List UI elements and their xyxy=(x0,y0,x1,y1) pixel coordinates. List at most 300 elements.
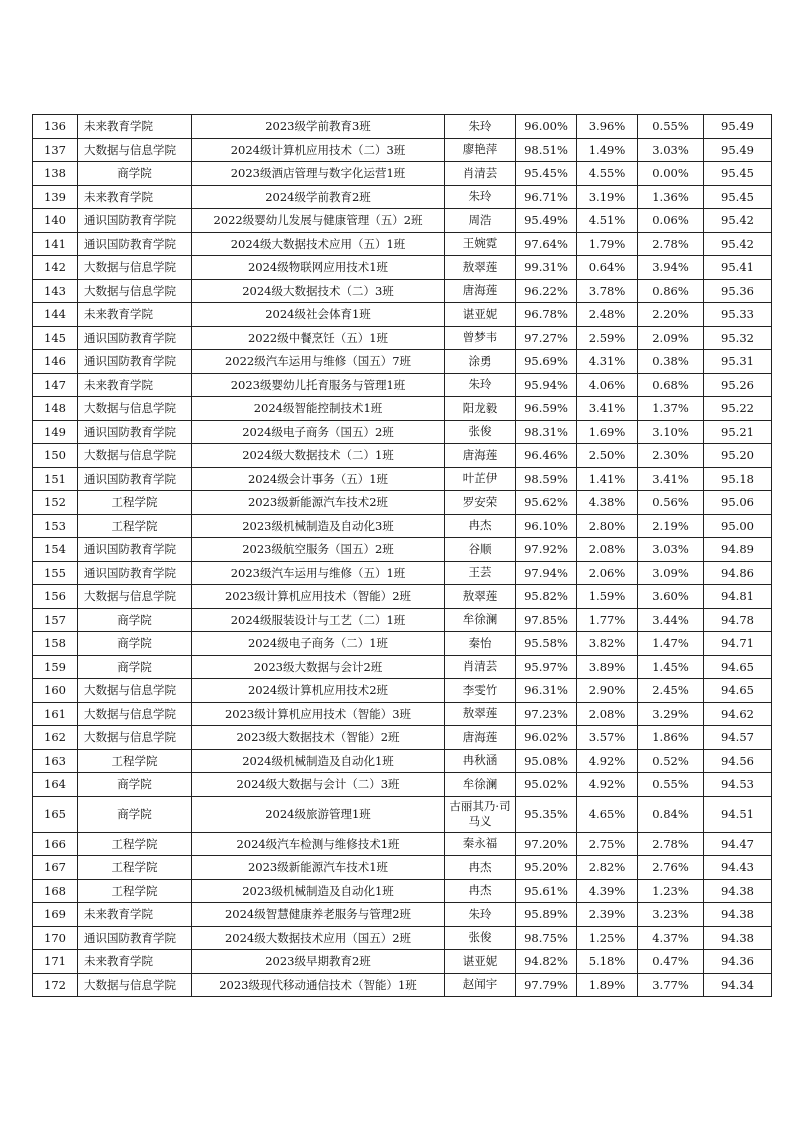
score-cell: 95.41 xyxy=(704,256,772,280)
rate-c-cell: 3.29% xyxy=(638,702,704,726)
rate-a-cell: 96.78% xyxy=(516,303,577,327)
score-cell: 94.53 xyxy=(704,773,772,797)
score-cell: 94.38 xyxy=(704,879,772,903)
rate-b-cell: 3.89% xyxy=(577,655,638,679)
rate-c-cell: 0.47% xyxy=(638,950,704,974)
table-row xyxy=(33,903,772,927)
college-cell: 通识国防教育学院 xyxy=(78,561,192,585)
class-name-cell: 2023级新能源汽车技术2班 xyxy=(192,491,445,515)
college-cell: 大数据与信息学院 xyxy=(78,702,192,726)
rank-cell: 140 xyxy=(33,209,78,233)
table-row xyxy=(33,326,772,350)
class-name-cell: 2024级社会体育1班 xyxy=(192,303,445,327)
class-name-cell: 2023级大数据技术（智能）2班 xyxy=(192,726,445,750)
teacher-cell: 叶芷伊 xyxy=(445,467,516,491)
rate-a-cell: 95.62% xyxy=(516,491,577,515)
rank-cell: 160 xyxy=(33,679,78,703)
rate-a-cell: 96.31% xyxy=(516,679,577,703)
rate-c-cell: 3.77% xyxy=(638,973,704,997)
rate-a-cell: 95.97% xyxy=(516,655,577,679)
class-name-cell: 2024级计算机应用技术（二）3班 xyxy=(192,138,445,162)
rank-cell: 144 xyxy=(33,303,78,327)
table-row xyxy=(33,679,772,703)
table-row xyxy=(33,926,772,950)
rank-cell: 158 xyxy=(33,632,78,656)
teacher-cell: 周浩 xyxy=(445,209,516,233)
rate-c-cell: 0.06% xyxy=(638,209,704,233)
rate-b-cell: 3.78% xyxy=(577,279,638,303)
rate-a-cell: 97.23% xyxy=(516,702,577,726)
rate-c-cell: 4.37% xyxy=(638,926,704,950)
teacher-cell: 曾梦韦 xyxy=(445,326,516,350)
class-name-cell: 2024级大数据与会计（二）3班 xyxy=(192,773,445,797)
rate-b-cell: 4.38% xyxy=(577,491,638,515)
rank-cell: 138 xyxy=(33,162,78,186)
table-row xyxy=(33,491,772,515)
rate-c-cell: 2.30% xyxy=(638,444,704,468)
rate-c-cell: 2.76% xyxy=(638,856,704,880)
rate-a-cell: 95.45% xyxy=(516,162,577,186)
rate-a-cell: 95.69% xyxy=(516,350,577,374)
rate-c-cell: 1.86% xyxy=(638,726,704,750)
rate-a-cell: 96.00% xyxy=(516,115,577,139)
rate-c-cell: 3.41% xyxy=(638,467,704,491)
rate-a-cell: 97.79% xyxy=(516,973,577,997)
rate-a-cell: 95.61% xyxy=(516,879,577,903)
teacher-cell: 廖艳萍 xyxy=(445,138,516,162)
rate-b-cell: 4.65% xyxy=(577,796,638,832)
rank-cell: 148 xyxy=(33,397,78,421)
rate-c-cell: 3.09% xyxy=(638,561,704,585)
teacher-cell: 唐海莲 xyxy=(445,444,516,468)
class-name-cell: 2022级中餐烹饪（五）1班 xyxy=(192,326,445,350)
table-row xyxy=(33,856,772,880)
score-cell: 95.32 xyxy=(704,326,772,350)
rate-c-cell: 0.55% xyxy=(638,115,704,139)
rate-c-cell: 2.45% xyxy=(638,679,704,703)
rate-c-cell: 1.23% xyxy=(638,879,704,903)
rate-b-cell: 0.64% xyxy=(577,256,638,280)
college-cell: 大数据与信息学院 xyxy=(78,256,192,280)
college-cell: 商学院 xyxy=(78,162,192,186)
score-cell: 94.51 xyxy=(704,796,772,832)
college-cell: 未来教育学院 xyxy=(78,373,192,397)
college-cell: 工程学院 xyxy=(78,856,192,880)
college-cell: 大数据与信息学院 xyxy=(78,397,192,421)
table-row xyxy=(33,702,772,726)
college-cell: 商学院 xyxy=(78,796,192,832)
rate-c-cell: 0.86% xyxy=(638,279,704,303)
table-row xyxy=(33,209,772,233)
table-row xyxy=(33,773,772,797)
score-cell: 95.49 xyxy=(704,115,772,139)
rate-c-cell: 0.68% xyxy=(638,373,704,397)
college-cell: 大数据与信息学院 xyxy=(78,444,192,468)
rank-cell: 156 xyxy=(33,585,78,609)
rate-c-cell: 0.84% xyxy=(638,796,704,832)
college-cell: 工程学院 xyxy=(78,491,192,515)
table-row xyxy=(33,538,772,562)
rate-a-cell: 95.58% xyxy=(516,632,577,656)
rate-b-cell: 4.39% xyxy=(577,879,638,903)
class-name-cell: 2024级计算机应用技术2班 xyxy=(192,679,445,703)
rate-a-cell: 97.92% xyxy=(516,538,577,562)
class-name-cell: 2023级酒店管理与数字化运营1班 xyxy=(192,162,445,186)
rate-b-cell: 4.06% xyxy=(577,373,638,397)
teacher-cell: 王芸 xyxy=(445,561,516,585)
class-name-cell: 2023级机械制造及自动化1班 xyxy=(192,879,445,903)
teacher-cell: 敖翠莲 xyxy=(445,256,516,280)
rate-a-cell: 95.89% xyxy=(516,903,577,927)
score-cell: 94.89 xyxy=(704,538,772,562)
rank-cell: 151 xyxy=(33,467,78,491)
rate-c-cell: 2.09% xyxy=(638,326,704,350)
rate-b-cell: 5.18% xyxy=(577,950,638,974)
rate-b-cell: 2.08% xyxy=(577,538,638,562)
rate-b-cell: 2.90% xyxy=(577,679,638,703)
rank-cell: 137 xyxy=(33,138,78,162)
rank-cell: 157 xyxy=(33,608,78,632)
score-cell: 95.33 xyxy=(704,303,772,327)
teacher-cell: 牟徐澜 xyxy=(445,773,516,797)
rate-b-cell: 3.19% xyxy=(577,185,638,209)
class-name-cell: 2024级大数据技术（二）1班 xyxy=(192,444,445,468)
table-row xyxy=(33,514,772,538)
score-cell: 94.47 xyxy=(704,832,772,856)
table-row xyxy=(33,397,772,421)
rate-b-cell: 4.92% xyxy=(577,749,638,773)
rate-a-cell: 97.64% xyxy=(516,232,577,256)
score-cell: 95.06 xyxy=(704,491,772,515)
college-cell: 大数据与信息学院 xyxy=(78,585,192,609)
score-cell: 95.31 xyxy=(704,350,772,374)
ranking-table xyxy=(32,114,772,997)
rate-b-cell: 2.50% xyxy=(577,444,638,468)
table-row xyxy=(33,420,772,444)
rate-b-cell: 2.75% xyxy=(577,832,638,856)
class-name-cell: 2023级新能源汽车技术1班 xyxy=(192,856,445,880)
teacher-cell: 敖翠莲 xyxy=(445,585,516,609)
class-name-cell: 2023级计算机应用技术（智能）2班 xyxy=(192,585,445,609)
rate-c-cell: 2.78% xyxy=(638,232,704,256)
rank-cell: 159 xyxy=(33,655,78,679)
rank-cell: 172 xyxy=(33,973,78,997)
rank-cell: 150 xyxy=(33,444,78,468)
rank-cell: 152 xyxy=(33,491,78,515)
teacher-cell: 肖清芸 xyxy=(445,162,516,186)
table-row xyxy=(33,162,772,186)
score-cell: 95.21 xyxy=(704,420,772,444)
rank-cell: 149 xyxy=(33,420,78,444)
score-cell: 94.34 xyxy=(704,973,772,997)
rate-b-cell: 1.89% xyxy=(577,973,638,997)
rank-cell: 153 xyxy=(33,514,78,538)
rate-b-cell: 1.69% xyxy=(577,420,638,444)
rank-cell: 146 xyxy=(33,350,78,374)
teacher-cell: 朱玲 xyxy=(445,903,516,927)
table-row xyxy=(33,973,772,997)
college-cell: 通识国防教育学院 xyxy=(78,420,192,444)
table-row xyxy=(33,796,772,832)
rank-cell: 139 xyxy=(33,185,78,209)
teacher-cell: 古丽其乃·司马义 xyxy=(445,796,516,832)
rank-cell: 165 xyxy=(33,796,78,832)
rank-cell: 163 xyxy=(33,749,78,773)
college-cell: 大数据与信息学院 xyxy=(78,973,192,997)
score-cell: 95.18 xyxy=(704,467,772,491)
score-cell: 94.78 xyxy=(704,608,772,632)
rate-c-cell: 1.37% xyxy=(638,397,704,421)
rate-c-cell: 3.60% xyxy=(638,585,704,609)
rate-a-cell: 96.10% xyxy=(516,514,577,538)
score-cell: 94.62 xyxy=(704,702,772,726)
rate-a-cell: 96.22% xyxy=(516,279,577,303)
class-name-cell: 2024级机械制造及自动化1班 xyxy=(192,749,445,773)
college-cell: 未来教育学院 xyxy=(78,185,192,209)
class-name-cell: 2024级服装设计与工艺（二）1班 xyxy=(192,608,445,632)
rate-b-cell: 1.49% xyxy=(577,138,638,162)
class-name-cell: 2023级早期教育2班 xyxy=(192,950,445,974)
class-name-cell: 2024级智能控制技术1班 xyxy=(192,397,445,421)
rank-cell: 168 xyxy=(33,879,78,903)
table-row xyxy=(33,950,772,974)
rank-cell: 161 xyxy=(33,702,78,726)
table-row xyxy=(33,279,772,303)
table-row xyxy=(33,256,772,280)
college-cell: 商学院 xyxy=(78,632,192,656)
teacher-cell: 朱玲 xyxy=(445,185,516,209)
score-cell: 94.86 xyxy=(704,561,772,585)
rank-cell: 147 xyxy=(33,373,78,397)
table-row xyxy=(33,185,772,209)
class-name-cell: 2024级智慧健康养老服务与管理2班 xyxy=(192,903,445,927)
table-row xyxy=(33,115,772,139)
teacher-cell: 秦永福 xyxy=(445,832,516,856)
rate-a-cell: 96.02% xyxy=(516,726,577,750)
class-name-cell: 2022级婴幼儿发展与健康管理（五）2班 xyxy=(192,209,445,233)
table-row xyxy=(33,726,772,750)
rate-a-cell: 95.08% xyxy=(516,749,577,773)
score-cell: 94.81 xyxy=(704,585,772,609)
table-row xyxy=(33,655,772,679)
teacher-cell: 牟徐澜 xyxy=(445,608,516,632)
teacher-cell: 冉杰 xyxy=(445,879,516,903)
teacher-cell: 冉杰 xyxy=(445,514,516,538)
score-cell: 95.00 xyxy=(704,514,772,538)
rate-a-cell: 98.31% xyxy=(516,420,577,444)
rate-a-cell: 95.20% xyxy=(516,856,577,880)
college-cell: 未来教育学院 xyxy=(78,950,192,974)
rate-c-cell: 3.23% xyxy=(638,903,704,927)
rate-a-cell: 97.20% xyxy=(516,832,577,856)
college-cell: 商学院 xyxy=(78,608,192,632)
college-cell: 商学院 xyxy=(78,773,192,797)
rate-c-cell: 2.19% xyxy=(638,514,704,538)
college-cell: 大数据与信息学院 xyxy=(78,679,192,703)
rank-cell: 171 xyxy=(33,950,78,974)
teacher-cell: 冉杰 xyxy=(445,856,516,880)
class-name-cell: 2024级物联网应用技术1班 xyxy=(192,256,445,280)
class-name-cell: 2023级机械制造及自动化3班 xyxy=(192,514,445,538)
score-cell: 95.42 xyxy=(704,232,772,256)
rate-b-cell: 4.55% xyxy=(577,162,638,186)
teacher-cell: 张俊 xyxy=(445,420,516,444)
score-cell: 95.45 xyxy=(704,185,772,209)
rate-c-cell: 0.00% xyxy=(638,162,704,186)
teacher-cell: 谷顺 xyxy=(445,538,516,562)
rate-a-cell: 96.59% xyxy=(516,397,577,421)
score-cell: 94.65 xyxy=(704,679,772,703)
teacher-cell: 王婉霓 xyxy=(445,232,516,256)
rate-b-cell: 1.79% xyxy=(577,232,638,256)
college-cell: 未来教育学院 xyxy=(78,903,192,927)
rate-c-cell: 3.03% xyxy=(638,538,704,562)
score-cell: 94.57 xyxy=(704,726,772,750)
teacher-cell: 罗安荣 xyxy=(445,491,516,515)
college-cell: 通识国防教育学院 xyxy=(78,232,192,256)
rate-c-cell: 3.44% xyxy=(638,608,704,632)
table-row xyxy=(33,303,772,327)
college-cell: 未来教育学院 xyxy=(78,115,192,139)
score-cell: 94.71 xyxy=(704,632,772,656)
teacher-cell: 肖清芸 xyxy=(445,655,516,679)
rate-a-cell: 95.35% xyxy=(516,796,577,832)
rate-b-cell: 4.31% xyxy=(577,350,638,374)
score-cell: 94.65 xyxy=(704,655,772,679)
rate-a-cell: 95.02% xyxy=(516,773,577,797)
teacher-cell: 敖翠莲 xyxy=(445,702,516,726)
score-cell: 94.56 xyxy=(704,749,772,773)
rate-b-cell: 2.80% xyxy=(577,514,638,538)
class-name-cell: 2023级计算机应用技术（智能）3班 xyxy=(192,702,445,726)
class-name-cell: 2023级大数据与会计2班 xyxy=(192,655,445,679)
score-cell: 94.38 xyxy=(704,903,772,927)
rate-a-cell: 96.71% xyxy=(516,185,577,209)
score-cell: 95.45 xyxy=(704,162,772,186)
college-cell: 大数据与信息学院 xyxy=(78,726,192,750)
score-cell: 94.38 xyxy=(704,926,772,950)
teacher-cell: 涂勇 xyxy=(445,350,516,374)
college-cell: 工程学院 xyxy=(78,879,192,903)
class-name-cell: 2024级汽车检测与维修技术1班 xyxy=(192,832,445,856)
rate-a-cell: 98.59% xyxy=(516,467,577,491)
rate-b-cell: 3.96% xyxy=(577,115,638,139)
teacher-cell: 李雯竹 xyxy=(445,679,516,703)
class-name-cell: 2024级大数据技术应用（五）1班 xyxy=(192,232,445,256)
rate-c-cell: 3.94% xyxy=(638,256,704,280)
teacher-cell: 唐海莲 xyxy=(445,279,516,303)
college-cell: 通识国防教育学院 xyxy=(78,326,192,350)
score-cell: 95.26 xyxy=(704,373,772,397)
teacher-cell: 谌亚妮 xyxy=(445,303,516,327)
table-row xyxy=(33,232,772,256)
rate-b-cell: 3.57% xyxy=(577,726,638,750)
rank-cell: 143 xyxy=(33,279,78,303)
college-cell: 通识国防教育学院 xyxy=(78,467,192,491)
rate-b-cell: 1.77% xyxy=(577,608,638,632)
table-row xyxy=(33,585,772,609)
table-row xyxy=(33,373,772,397)
rank-cell: 169 xyxy=(33,903,78,927)
teacher-cell: 朱玲 xyxy=(445,373,516,397)
score-cell: 95.22 xyxy=(704,397,772,421)
rate-a-cell: 95.94% xyxy=(516,373,577,397)
rate-c-cell: 1.45% xyxy=(638,655,704,679)
teacher-cell: 张俊 xyxy=(445,926,516,950)
rank-cell: 155 xyxy=(33,561,78,585)
class-name-cell: 2023级汽车运用与维修（五）1班 xyxy=(192,561,445,585)
table-row xyxy=(33,632,772,656)
rate-a-cell: 99.31% xyxy=(516,256,577,280)
college-cell: 通识国防教育学院 xyxy=(78,538,192,562)
college-cell: 大数据与信息学院 xyxy=(78,279,192,303)
score-cell: 95.36 xyxy=(704,279,772,303)
teacher-cell: 谌亚妮 xyxy=(445,950,516,974)
rank-cell: 164 xyxy=(33,773,78,797)
class-name-cell: 2024级学前教育2班 xyxy=(192,185,445,209)
score-cell: 95.42 xyxy=(704,209,772,233)
class-name-cell: 2024级旅游管理1班 xyxy=(192,796,445,832)
rate-b-cell: 1.25% xyxy=(577,926,638,950)
table-row xyxy=(33,467,772,491)
rank-cell: 166 xyxy=(33,832,78,856)
class-name-cell: 2024级大数据技术应用（国五）2班 xyxy=(192,926,445,950)
college-cell: 通识国防教育学院 xyxy=(78,926,192,950)
class-name-cell: 2023级婴幼儿托育服务与管理1班 xyxy=(192,373,445,397)
class-name-cell: 2023级现代移动通信技术（智能）1班 xyxy=(192,973,445,997)
score-cell: 95.20 xyxy=(704,444,772,468)
rate-c-cell: 3.03% xyxy=(638,138,704,162)
rate-b-cell: 3.82% xyxy=(577,632,638,656)
teacher-cell: 朱玲 xyxy=(445,115,516,139)
class-name-cell: 2024级电子商务（国五）2班 xyxy=(192,420,445,444)
rate-a-cell: 98.75% xyxy=(516,926,577,950)
rate-b-cell: 3.41% xyxy=(577,397,638,421)
table-row xyxy=(33,608,772,632)
score-cell: 94.43 xyxy=(704,856,772,880)
rank-cell: 162 xyxy=(33,726,78,750)
table-row xyxy=(33,350,772,374)
rate-a-cell: 95.82% xyxy=(516,585,577,609)
rate-c-cell: 0.55% xyxy=(638,773,704,797)
class-name-cell: 2023级航空服务（国五）2班 xyxy=(192,538,445,562)
table-row xyxy=(33,138,772,162)
college-cell: 通识国防教育学院 xyxy=(78,209,192,233)
rate-a-cell: 97.94% xyxy=(516,561,577,585)
class-name-cell: 2022级汽车运用与维修（国五）7班 xyxy=(192,350,445,374)
rate-c-cell: 2.20% xyxy=(638,303,704,327)
teacher-cell: 唐海莲 xyxy=(445,726,516,750)
rate-b-cell: 2.08% xyxy=(577,702,638,726)
table-row xyxy=(33,832,772,856)
rate-a-cell: 97.27% xyxy=(516,326,577,350)
college-cell: 工程学院 xyxy=(78,832,192,856)
score-cell: 95.49 xyxy=(704,138,772,162)
rate-c-cell: 3.10% xyxy=(638,420,704,444)
rank-cell: 167 xyxy=(33,856,78,880)
teacher-cell: 赵闻宇 xyxy=(445,973,516,997)
rate-b-cell: 1.41% xyxy=(577,467,638,491)
college-cell: 通识国防教育学院 xyxy=(78,350,192,374)
table-row xyxy=(33,749,772,773)
rate-b-cell: 2.59% xyxy=(577,326,638,350)
class-name-cell: 2024级会计事务（五）1班 xyxy=(192,467,445,491)
rate-a-cell: 94.82% xyxy=(516,950,577,974)
rank-cell: 136 xyxy=(33,115,78,139)
rate-c-cell: 0.38% xyxy=(638,350,704,374)
rate-c-cell: 2.78% xyxy=(638,832,704,856)
rate-a-cell: 98.51% xyxy=(516,138,577,162)
